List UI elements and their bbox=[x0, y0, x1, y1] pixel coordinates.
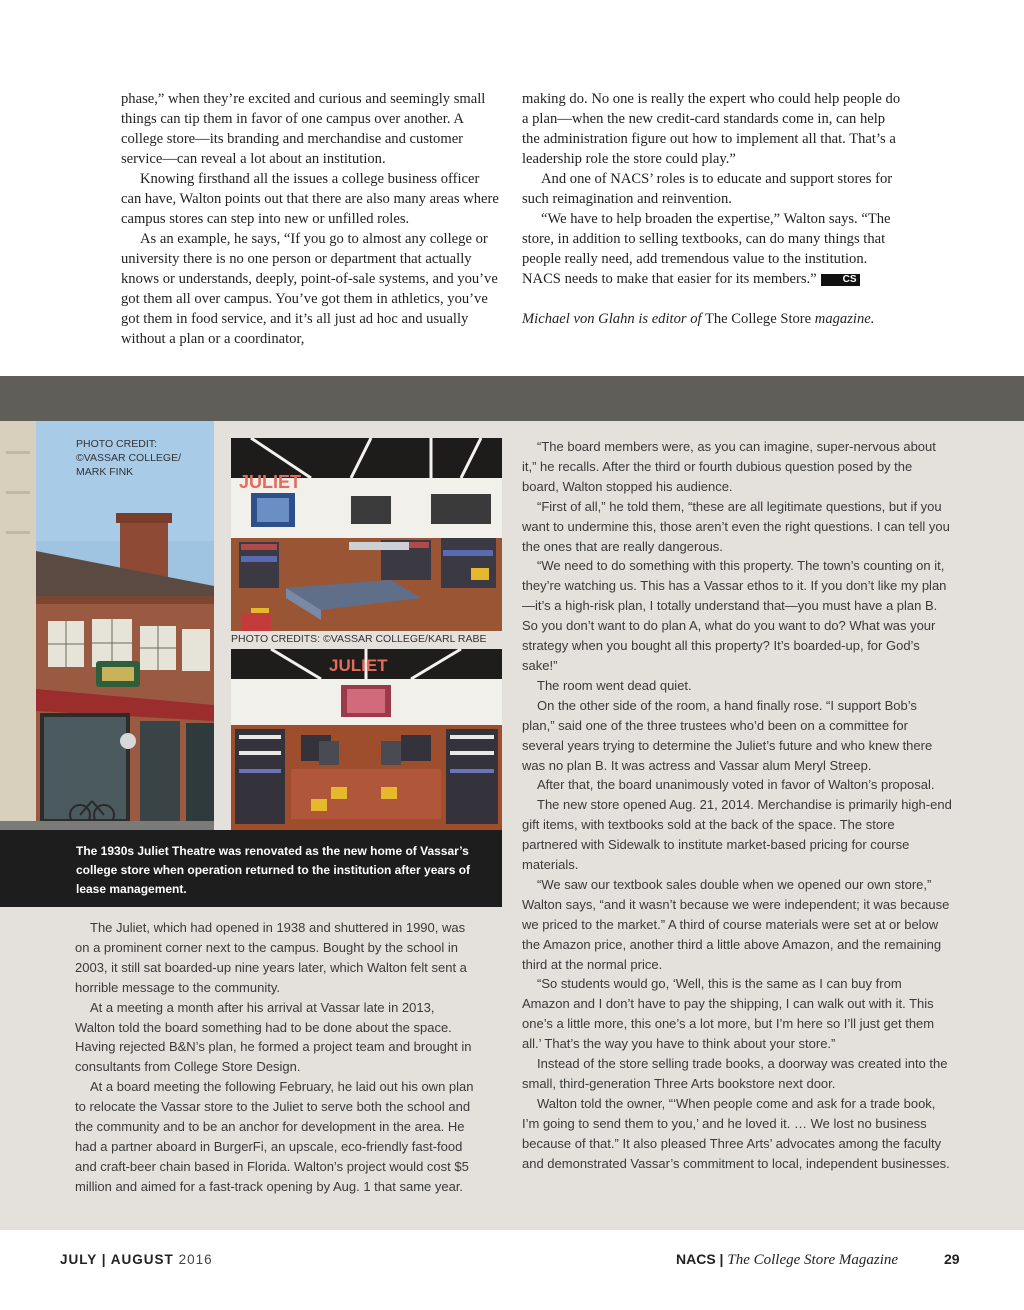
paragraph: Instead of the store selling trade books, a doorway was created into the small, third-generation Three Arts bookstore next door. bbox=[522, 1056, 948, 1091]
paragraph: The new store opened Aug. 21, 2014. Merchandise is primarily high-end gift items, with textbooks sold at the back of the space. The store partnered with Sidewalk to institute market-based pricing for course materials. bbox=[522, 797, 952, 873]
paragraph: “The board members were, as you can imagine, super-nervous about it,” he recalls. After the third or fourth dubious question posed by the board, Walton stopped his audience. bbox=[522, 439, 936, 494]
juliet-sign-text-2: JULIET bbox=[329, 656, 388, 675]
store-interior-photo-2 bbox=[231, 649, 502, 830]
paragraph: “First of all,” he told them, “these are all legitimate questions, but if you want to undermine this, those aren’t even the right questions. I can tell you the ones that are really dangerous. bbox=[522, 498, 950, 554]
sidebar-column-left bbox=[75, 918, 475, 1197]
sidebar-column-right bbox=[522, 437, 952, 1174]
paragraph bbox=[522, 209, 904, 289]
paragraph: On the other side of the room, a hand finally rose. “I support Bob’s plan,” said one of the three trustees who’d been on a committee for several years trying to determine the Juliet’s future and who knew there was no plan B. It was actress and Vassar alum Meryl Streep. bbox=[522, 697, 933, 773]
paragraph: making do. No one is really the expert who could help people do a plan—when the new credit-card standards come in, can help the administration figure out how to implement all that. That’s a leadership role the store could play.” bbox=[522, 91, 901, 167]
paragraph: “We saw our textbook sales double when we opened our own store,” Walton says, “and it wasn’t because we were independent; it was because we priced to the market.” A third of course materials were set at or below the Amazon price, another third a little above Amazon, and the remaining third at the normal price. bbox=[522, 876, 950, 972]
paragraph: Knowing firsthand all the issues a college business officer can have, Walton points out that there are also many areas where campus stores can step into new or unfilled roles. bbox=[121, 171, 499, 227]
paragraph: And one of NACS’ roles is to educate and support stores for such reimagination and reinvention. bbox=[522, 171, 893, 207]
photo-credit-2: PHOTO CREDITS: ©VASSAR COLLEGE/KARL RABE bbox=[231, 633, 487, 645]
paragraph-text: “We have to help broaden the expertise,” Walton says. “The store, in addition to selling textbooks, can do many things that people really need, add tremendous value to the institution. NACS needs to make that easier for its members.” bbox=[522, 211, 891, 287]
sidebar-header-band bbox=[0, 376, 1024, 421]
paragraph: “So students would go, ‘Well, this is the same as I can buy from Amazon and I don’t have to pay the shipping, I can walk out with it. This one’s a little more, this one’s a lot more, but I’m here so I’ll just get them all.’ That’s the way you have to think about your store.” bbox=[522, 976, 935, 1052]
paragraph: At a board meeting the following February, he laid out his own plan to relocate the Vassar store to the Juliet to serve both the school and the community and to be an anchor for development in the area. He had a partner aboard in BurgerFi, an upscale, eco-friendly fast-food and craft-beer chain based in Florida. Walton’s project would cost $5 million and aimed for a fast-track opening by Aug. 1 that same year. bbox=[75, 1079, 474, 1194]
end-mark: CS bbox=[821, 274, 860, 286]
footer-issue-year: 2016 bbox=[178, 1252, 213, 1267]
paragraph: “We need to do something with this property. The town’s counting on it, they’re watching us. This has a Vassar ethos to it. If you don’t like my plan—it’s a high-risk plan, I totally understand that—you must have a plan B. So you don’t want to do plan A, what do you want to do? What was your strategy when you bought all this property? It’s boarded-up, for God’s sake!” bbox=[522, 558, 947, 673]
top-article-column-2 bbox=[522, 89, 904, 329]
caption-text: The 1930s Juliet Theatre was renovated as the new home of Vassar’s college store when operation returned to the institution after years of lease management. bbox=[76, 844, 471, 896]
paragraph: phase,” when they’re excited and curious and seemingly small things can tip them in favor of one campus over another. A college store—its branding and merchandise and customer service—can reveal a lot about an institution. bbox=[121, 91, 486, 167]
paragraph: The Juliet, which had opened in 1938 and shuttered in 1990, was on a prominent corner next to the campus. Bought by the school in 2003, it still sat boarded-up nine years later, which Walton felt sent a horrible message to the community. bbox=[75, 920, 467, 995]
footer-publication bbox=[676, 1251, 898, 1269]
building-photo bbox=[0, 421, 214, 830]
photo-caption bbox=[0, 830, 502, 907]
spacer bbox=[522, 289, 904, 309]
footer-issue-months: JULY | AUGUST bbox=[60, 1252, 174, 1267]
top-article-column-1 bbox=[121, 89, 501, 349]
signature-part-3: magazine. bbox=[814, 311, 875, 327]
paragraph: Walton told the owner, “‘When people come and ask for a trade book, I’m going to send them to you,’ and he loved it. … We lost no business because of that.” It also pleased Three Arts’ advocates among the faculty and demonstrated Vassar’s commitment to local, independent businesses. bbox=[522, 1095, 950, 1171]
paragraph: After that, the board unanimously voted in favor of Walton’s proposal. bbox=[537, 777, 935, 793]
signature-part-2: The College Store bbox=[704, 311, 812, 327]
juliet-sign-text: JULIET bbox=[239, 472, 302, 492]
paragraph: As an example, he says, “If you go to almost any college or university there is no one person or department that actually knows or understands, deeply, point-of-sale systems, and you’ve got them all over campus. You’ve got them in athletics, you’ve got them in food service, and it’s all just ad hoc and usually without a plan or a coordinator, bbox=[121, 231, 498, 347]
top-article bbox=[0, 89, 1024, 359]
author-signature bbox=[522, 309, 904, 329]
photo-credit-1: PHOTO CREDIT: ©VASSAR COLLEGE/ MARK FINK bbox=[76, 438, 181, 478]
page-number: 29 bbox=[944, 1251, 960, 1267]
footer-magazine-title: The College Store Magazine bbox=[727, 1252, 899, 1268]
signature-part-1: Michael von Glahn is editor of bbox=[522, 311, 702, 327]
store-interior-photo-1 bbox=[231, 438, 502, 631]
paragraph: At a meeting a month after his arrival at Vassar late in 2013, Walton told the board something had to be done about the space. Having rejected B&N’s plan, he formed a project team and brought in consultants from College Store Design. bbox=[75, 999, 472, 1075]
footer-publisher: NACS | bbox=[676, 1251, 724, 1267]
paragraph: The room went dead quiet. bbox=[537, 677, 692, 693]
footer-issue bbox=[60, 1252, 213, 1267]
